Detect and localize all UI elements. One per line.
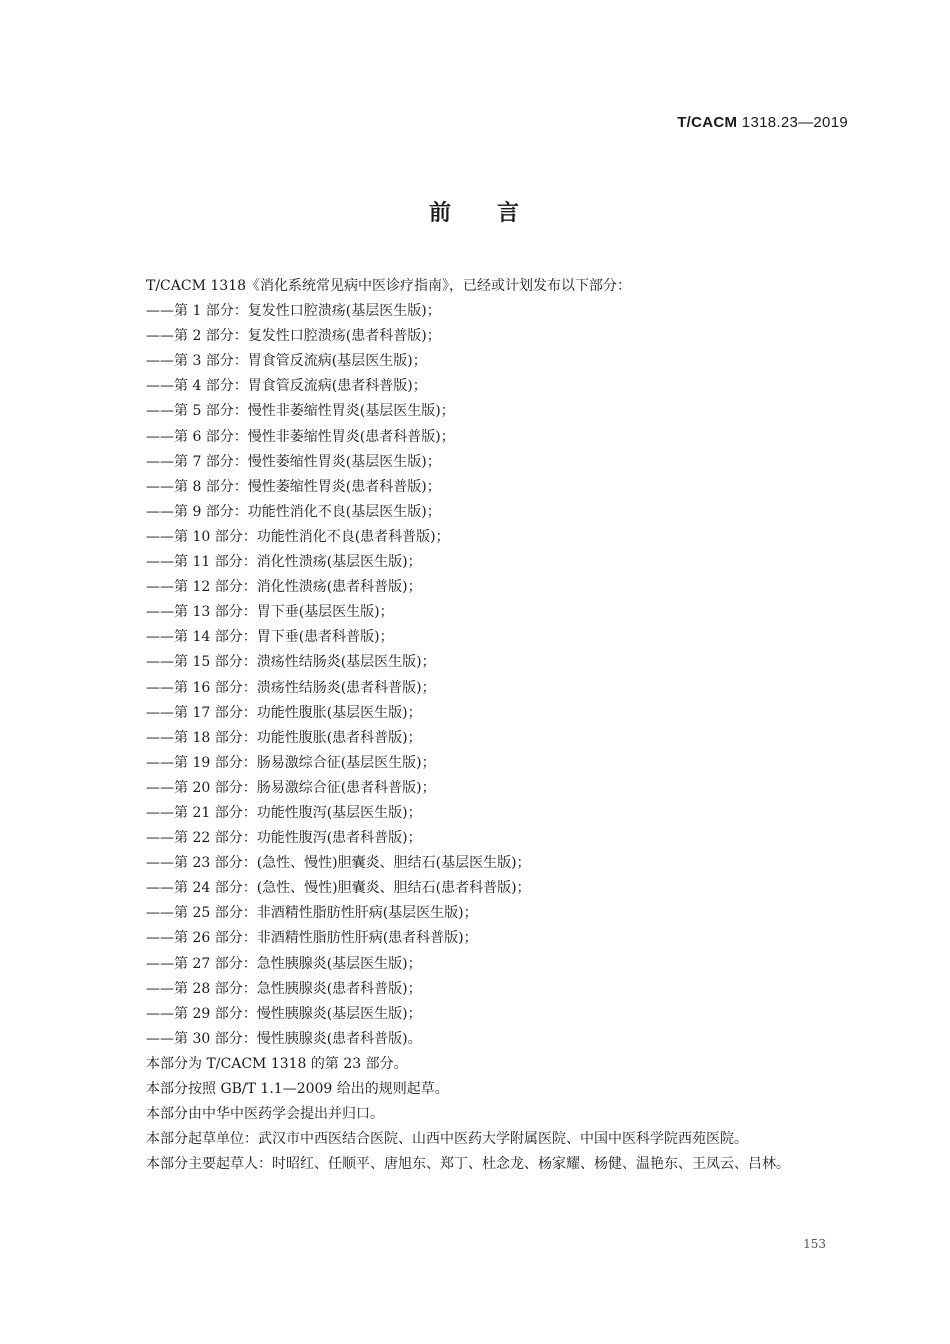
foreword-body — [146, 274, 866, 1177]
list-item: ——第 18 部分：功能性腹胀(患者科普版)； — [146, 729, 422, 746]
list-item: ——第 22 部分：功能性腹泻(患者科普版)； — [146, 830, 422, 847]
list-item: ——第 15 部分：溃疡性结肠炎(基层医生版)； — [146, 654, 436, 671]
statement-drafting-units: 本部分起草单位：武汉市中西医结合医院、山西中医药大学附属医院、中国中医科学院西苑医院。 — [146, 1131, 748, 1148]
list-item: ——第 11 部分：消化性溃疡(基层医生版)； — [146, 554, 422, 571]
list-item: ——第 26 部分：非酒精性脂肪性肝病(患者科普版)； — [146, 930, 478, 947]
title-char-2: 言 — [497, 201, 522, 226]
statement-drafters: 本部分主要起草人：时昭红、任顺平、唐旭东、郑丁、杜念龙、杨家耀、杨健、温艳东、王凤云、吕林。 — [146, 1156, 790, 1173]
list-item: ——第 24 部分：(急性、慢性)胆囊炎、胆结石(患者科普版)； — [146, 880, 531, 897]
list-item: ——第 9 部分：功能性消化不良(基层医生版)； — [146, 503, 441, 520]
list-item: ——第 25 部分：非酒精性脂肪性肝病(基层医生版)； — [146, 905, 478, 922]
list-item: ——第 27 部分：急性胰腺炎(基层医生版)； — [146, 955, 422, 972]
list-item: ——第 10 部分：功能性消化不良(患者科普版)； — [146, 528, 450, 545]
list-item: ——第 29 部分：慢性胰腺炎(基层医生版)； — [146, 1005, 422, 1022]
intro-paragraph: T/CACM 1318《消化系统常见病中医诊疗指南》，已经或计划发布以下部分： — [146, 278, 632, 294]
list-item: ——第 7 部分：慢性萎缩性胃炎(基层医生版)； — [146, 453, 441, 470]
list-item: ——第 28 部分：急性胰腺炎(患者科普版)； — [146, 980, 422, 997]
list-item: ——第 1 部分：复发性口腔溃疡(基层医生版)； — [146, 303, 441, 320]
statement-part-number: 本部分为 T/CACM 1318 的第 23 部分。 — [146, 1055, 408, 1072]
list-item: ——第 20 部分：肠易激综合征(患者科普版)； — [146, 779, 436, 796]
list-item: ——第 23 部分：(急性、慢性)胆囊炎、胆结石(基层医生版)； — [146, 855, 531, 872]
parts-list — [146, 299, 866, 1052]
list-item: ——第 5 部分：慢性非萎缩性胃炎(基层医生版)； — [146, 403, 455, 420]
list-item: ——第 19 部分：肠易激综合征(基层医生版)； — [146, 754, 436, 771]
list-item: ——第 16 部分：溃疡性结肠炎(患者科普版)； — [146, 679, 436, 696]
list-item: ——第 30 部分：慢性胰腺炎(患者科普版)。 — [146, 1030, 422, 1047]
statement-drafting-rules: 本部分按照 GB/T 1.1—2009 给出的规则起草。 — [146, 1081, 449, 1097]
list-item: ——第 6 部分：慢性非萎缩性胃炎(患者科普版)； — [146, 428, 455, 445]
page-title — [0, 196, 950, 227]
list-item: ——第 8 部分：慢性萎缩性胃炎(患者科普版)； — [146, 478, 441, 495]
standard-number — [677, 114, 848, 131]
standard-code: 1318.23—2019 — [741, 114, 848, 131]
standard-prefix: T/CACM — [677, 114, 738, 131]
statement-proposer: 本部分由中华中医药学会提出并归口。 — [146, 1106, 384, 1123]
list-item: ——第 21 部分：功能性腹泻(基层医生版)； — [146, 804, 422, 821]
list-item: ——第 3 部分：胃食管反流病(基层医生版)； — [146, 353, 427, 370]
list-item: ——第 4 部分：胃食管反流病(患者科普版)； — [146, 378, 427, 395]
page-number: 153 — [803, 1237, 826, 1251]
list-item: ——第 14 部分：胃下垂(患者科普版)； — [146, 629, 394, 646]
title-char-1: 前 — [428, 201, 453, 226]
statements — [146, 1052, 866, 1177]
list-item: ——第 2 部分：复发性口腔溃疡(患者科普版)； — [146, 328, 441, 345]
list-item: ——第 12 部分：消化性溃疡(患者科普版)； — [146, 579, 422, 596]
list-item: ——第 13 部分：胃下垂(基层医生版)； — [146, 604, 394, 621]
list-item: ——第 17 部分：功能性腹胀(基层医生版)； — [146, 704, 422, 721]
